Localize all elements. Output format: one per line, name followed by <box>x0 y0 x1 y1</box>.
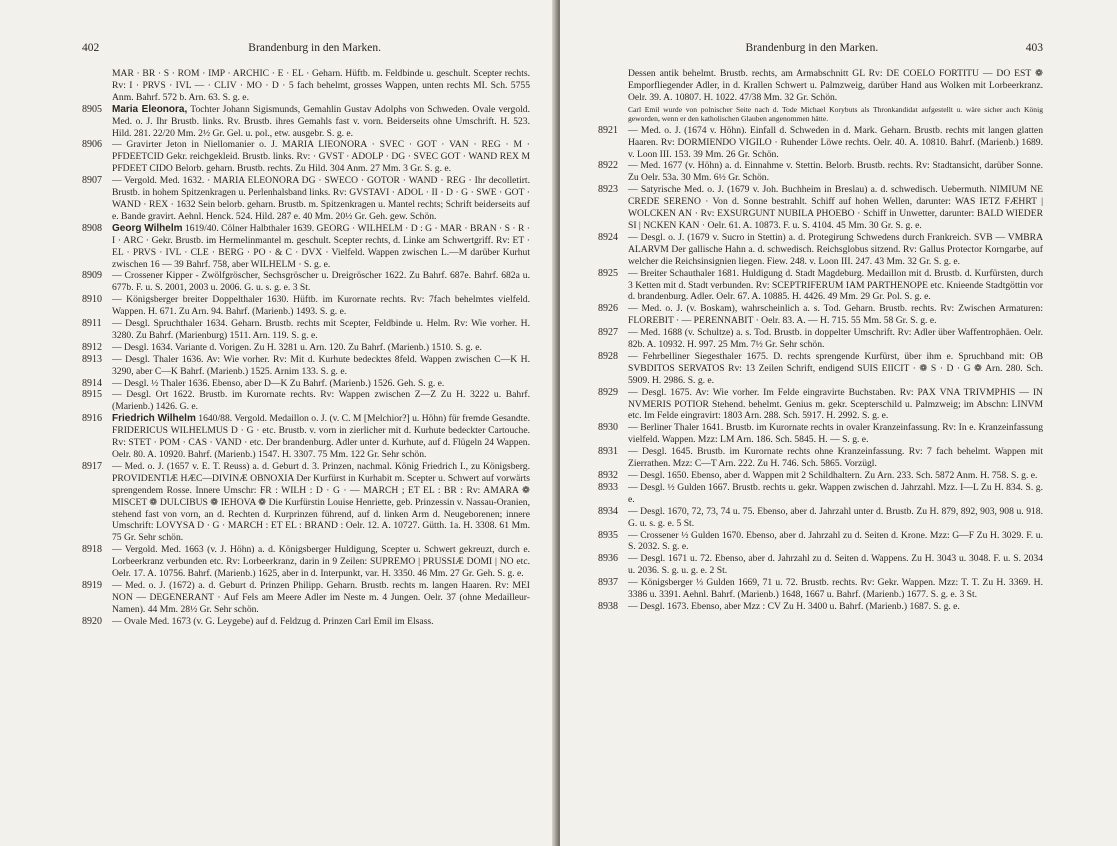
entry-text: — Vergold. Med. 1663 (v. J. Höhn) a. d. Königsberger Huldigung, Scepter u. Schwert gekreuzt, durch e. Lorbeerkranz verbunden etc. Rv: Lorbeerkranz, darin in 9 Zeilen: SUPREMO | PRUSSIÆ DOMI | NO etc. Oelr. 17. A. 10756. Bahrf. (Marienb.) 1625, aber in d. Interpunkt, var. H. 3350. 46 Mm. 27 Gr. Geh. S. g. e. <box>112 544 530 580</box>
entry-description <box>112 68 530 104</box>
entry-text: — Breiter Schauthaler 1681. Huldigung d. Stadt Magdeburg. Medaillon mit d. Brustb. d. Kurfürsten, durch 3 Ketten mit d. Stadt verbunden. Rv: SCEPTRIFERUM IAM PARTHENOPE etc. Knieende Stadtgöttin vor d. brandenburg. Adler. Oelr. 67. A. 10885. H. 4426. 49 Mm. 29 Gr. Pol. S. g. e. <box>628 267 1043 303</box>
entry-number: 8906 <box>82 139 102 151</box>
ruler-name: Friedrich Wilhelm <box>112 413 196 425</box>
catalogue-entry <box>82 354 530 378</box>
entry-number: 8913 <box>82 353 102 365</box>
entry-number: 8931 <box>598 446 618 458</box>
left-running-title: Brandenburg in den Marken. <box>248 42 381 54</box>
entry-number: 8920 <box>82 615 102 627</box>
catalogue-entry <box>598 68 1043 104</box>
entry-description <box>112 104 530 140</box>
entry-number: 8910 <box>82 294 102 306</box>
entry-description <box>628 577 1043 601</box>
entry-number: 8907 <box>82 175 102 187</box>
entry-text: — Desgl. ½ Thaler 1636. Ebenso, aber D—K Zu Bahrf. (Marienb.) 1526. Geh. S. g. e. <box>112 377 445 389</box>
entry-number: 8915 <box>82 389 102 401</box>
entry-number: 8922 <box>598 160 618 172</box>
entry-number: 8937 <box>598 577 618 589</box>
entry-description <box>628 232 1043 268</box>
catalogue-entry <box>82 104 530 140</box>
entry-description <box>628 553 1043 577</box>
catalogue-entry <box>82 580 530 616</box>
catalogue-entry <box>598 351 1043 387</box>
entry-text: — Gravirter Jeton in Niellomanier o. J. MARIA LIEONORA · SVEC · GOT · VAN · REG · M · PFDEETCID Gekr. reichgekleid. Brustb. links. Rv: · GVST · ADOLP · DG · SVEC GOT · WAND REX M PFDEET CIDO Belorb. geharn. Brustb. rechts. Zu Hild. 304 Anm. 27 Mm. 3 Gr. S. g. e. <box>112 139 530 175</box>
entry-text: — Desgl. Spruchthaler 1634. Geharn. Brustb. rechts mit Scepter, Feldbinde u. Helm. Rv: Wie vorher. H. 3280. Zu Bahrf. (Marienburg) 1511. Arn. 119. S. g. e. <box>112 318 530 341</box>
entry-text: — Desgl. 1634. Variante d. Vorigen. Zu H. 3281 u. Arn. 120. Zu Bahrf. (Marienb.) 1510. S. g. e. <box>112 341 482 353</box>
catalogue-entry <box>82 175 530 223</box>
entry-text: — Vergold. Med. 1632. · MARIA ELEONORA DG · SWECO · GOTOR · WAND · REG · Ihr decolletirt. Brustb. in hohem Spitzenkragen u. Perlenhalsband links. Rv: GVSTAVI · ADOL · II · D · G · SWE · GOT · WAND · REX · 1632 Sein belorb. geharn. Brustb. m. Spitzenkragen u. Mantel rechts; Schrift beiderseits auf e. Bande gravirt. Aehnl. Henck. 524. Hild. 287 e. 40 Mm. 20½ Gr. Geh. gew. Schön. <box>112 175 530 222</box>
catalogue-entry <box>598 160 1043 184</box>
entry-description <box>112 378 530 390</box>
entry-number: 8926 <box>598 303 618 315</box>
entry-text: — Königsberger ⅓ Gulden 1669, 71 u. 72. Brustb. rechts. Rv: Gekr. Wappen. Mzz: T. T. Zu H. 3369. H. 3386 u. 3391. Aehnl. Bahrf. (Marienb.) 1648, 1667 u. Bahrf. (Marienb.) 1677. S. g. e. 3 St. <box>628 577 1043 601</box>
entry-description <box>628 327 1043 351</box>
entry-description <box>628 160 1043 184</box>
entry-description <box>628 506 1043 530</box>
catalogue-entry <box>82 139 530 175</box>
catalogue-entry <box>82 270 530 294</box>
catalogue-entry <box>82 318 530 342</box>
catalogue-entry <box>598 470 1043 482</box>
entry-description <box>112 223 530 271</box>
left-page-header <box>82 42 530 68</box>
entry-text: — Med. o. J. (v. Boskam), wahrscheinlich a. s. Tod. Geharn. Brustb. rechts. Rv: Zwischen Armaturen: FLOREBIT · — PERENNABIT · Oelr. 83. A. — H. 715. 55 Mm. 58 Gr. S. g. e. <box>628 303 1043 327</box>
entry-description <box>628 303 1043 327</box>
entry-number: 8912 <box>82 341 102 353</box>
entry-number: 8934 <box>598 505 618 517</box>
entry-text: — Ovale Med. 1673 (v. G. Leygebe) auf d. Feldzug d. Prinzen Carl Emil im Elsass. <box>112 615 434 627</box>
catalogue-entry <box>598 184 1043 232</box>
catalogue-entry <box>598 422 1043 446</box>
entry-number: 8927 <box>598 327 618 339</box>
entry-description <box>628 601 1043 613</box>
catalogue-entry <box>82 461 530 544</box>
catalogue-entry <box>598 125 1043 161</box>
entry-description <box>628 68 1043 104</box>
catalogue-entry <box>82 378 530 390</box>
right-page-number: 403 <box>1025 42 1043 54</box>
entry-number: 8925 <box>598 267 618 279</box>
catalogue-entry <box>598 601 1043 613</box>
entry-text: — Desgl. 1671 u. 72. Ebenso, aber d. Jahrzahl zu d. Seiten d. Wappens. Zu H. 3043 u. 3048. F. u. S. 2034 u. 2036. S. g. u. g. e. 2 St. <box>628 553 1043 577</box>
entry-text: Tochter Johann Sigismunds, Gemahlin Gustav Adolphs von Schweden. Ovale vergold. Med. o. J. Ihr Brustb. links. Rv. Brustb. ihres Gemahls fast v. vorn. Beiderseits ohne Umschrift. H. 523. Hild. 281. 22/20 Mm. 2½ Gr. Gel. u. pol., etw. ausgebr. S. g. e. <box>112 103 531 139</box>
catalogue-entry <box>598 268 1043 304</box>
entry-number: 8914 <box>82 377 102 389</box>
right-entry-list <box>598 68 1043 613</box>
entry-text: — Berliner Thaler 1641. Brustb. im Kurornate rechts in ovaler Kranzeinfassung. Rv: In e. Kranzeinfassung vielfeld. Wappen. Mzz: LM Arn. 186. Sch. 5845. H. — S. g. e. <box>628 422 1043 446</box>
entry-description <box>112 389 530 413</box>
entry-description <box>628 530 1043 554</box>
entry-description <box>112 139 530 175</box>
ruler-name: Maria Eleonora, <box>112 103 188 115</box>
entry-number <box>82 68 112 104</box>
entry-number <box>598 68 628 104</box>
entry-text: — Crossener Kipper - Zwölfgröscher, Sechsgröscher u. Dreigröscher 1622. Zu Bahrf. 687e. Bahrf. 682a u. 677b. F. u. S. 2001, 2003 u. 2006. G. u. s. g. e. 3 St. <box>112 270 530 294</box>
entry-number: 8932 <box>598 470 618 481</box>
entry-number: 8916 <box>82 413 102 425</box>
entry-description <box>112 354 530 378</box>
entry-description <box>112 461 530 544</box>
entry-description <box>628 387 1043 423</box>
entry-text: — Desgl. 1650. Ebenso, aber d. Wappen mit 2 Schildhaltern. Zu Arn. 233. Sch. 5872 Anm. H. 758. S. g. e. <box>628 470 1038 481</box>
entry-text: — Med. 1688 (v. Schultze) a. s. Tod. Brustb. in doppelter Umschrift. Rv: Adler über Waffentrophäen. Oelr. 82b. A. 10932. H. 997. 25 Mm. 7½ Gr. Sehr schön. <box>628 327 1043 351</box>
entry-description <box>112 342 530 354</box>
entry-text: — Fehrbelliner Siegesthaler 1675. D. rechts sprengende Kurfürst, über ihm e. Spruchband mit: OB SVBDITOS SERVATOS Rv: 13 Zeilen Schrift, endigend SUIS EIICIT · ❁ S · D · G ❁ Arn. 280. Sch. 5909. H. 2986. S. g. e. <box>628 350 1043 386</box>
entry-text: — Desgl. 1670, 72, 73, 74 u. 75. Ebenso, aber d. Jahrzahl unter d. Brustb. Zu H. 879, 892, 903, 908 u. 918. G. u. s. g. e. 5 St. <box>628 505 1043 529</box>
entry-number: 8930 <box>598 422 618 434</box>
catalogue-entry <box>598 506 1043 530</box>
catalogue-entry <box>82 389 530 413</box>
entry-description <box>112 294 530 318</box>
entry-text: — Desgl. Ort 1622. Brustb. im Kurornate rechts. Rv: Wappen zwischen Z—Z Zu H. 3222 u. Bahrf. (Marienb.) 1426. G. e. <box>112 389 530 413</box>
catalogue-entry <box>82 413 530 461</box>
entry-description <box>628 125 1043 161</box>
entry-text: — Crossener ½ Gulden 1670. Ebenso, aber d. Jahrzahl zu d. Seiten d. Krone. Mzz: G—F Zu H. 3029. F. u. S. 2032. S. g. e. <box>628 529 1043 553</box>
entry-description <box>628 446 1043 470</box>
entry-description <box>112 580 530 616</box>
left-page-number: 402 <box>82 42 100 54</box>
entry-text: — Desgl. o. J. (1679 v. Sucro in Stettin) a. d. Protegirung Schwedens durch Frankreich. SVB — VMBRA ALARVM Der gallische Hahn a. d. schwedisch. Reichsglobus sitzend. Rv: Gallus Protector Korngarbe, auf welcher die Reichsinsignien liegen. Fiew. 248. v. Loon III. 247. 43 Mm. 32 Gr. S. g. e. <box>628 231 1043 267</box>
entry-number: 8909 <box>82 270 102 282</box>
catalogue-entry <box>82 544 530 580</box>
entry-text: — Desgl. Thaler 1636. Av: Wie vorher. Rv: Mit d. Kurhute bedecktes 8feld. Wappen zwischen C—K H. 3290, aber C—K Bahrf. (Marienb.) 1525. Arnim 133. S. g. e. <box>112 353 530 377</box>
entry-description <box>628 470 1043 482</box>
entry-number: 8929 <box>598 386 618 398</box>
catalogue-entry <box>82 68 530 104</box>
entry-number: 8919 <box>82 579 102 591</box>
entry-description <box>628 268 1043 304</box>
entry-text: 1619/40. Cölner Halbthaler 1639. GEORG · WILHELM · D : G · MAR · BRAN · S · R · I · ARC · Gekr. Brustb. im Hermelinmantel m. geschult. Scepter rechts, d. Linke am Schwertgriff. Rv: ET · EL · PRVS · IVL · CLE · BERG · PO · & C · DVX · Vielfeld. Wappen zwischen L.—M darüber Kurhut zwischen 16 — 39 Bahrf. 758, aber WILHELM · S. g. e. <box>112 222 530 270</box>
entry-text: — Desgl. ½ Gulden 1667. Brustb. rechts u. gekr. Wappen zwischen d. Jahrzahl. Mzz. I—L Zu H. 834. S. g. e. <box>628 481 1043 505</box>
entry-text: — Desgl. 1673. Ebenso, aber Mzz : CV Zu H. 3400 u. Bahrf. (Marienb.) 1687. S. g. e. <box>628 600 960 612</box>
catalogue-entry <box>598 553 1043 577</box>
entry-description <box>112 175 530 223</box>
entry-text: — Desgl. 1675. Av: Wie vorher. Im Felde eingravirte Buchstaben. Rv: PAX VNA TRIVMPHIS — IN NVMERIS POTIOR Stehend. behelmt. Genius m. gekr. Scepterschild u. Palmzweig; im Abschn: LINVM etc. Im Felde eingravirt: 1803 Arn. 288. Sch. 5917. H. 2992. S. g. e. <box>628 386 1043 422</box>
entry-text: Dessen antik behelmt. Brustb. rechts, am Armabschnitt GL Rv: DE COELO FORTITU — DO EST ❁ Emporfliegender Adler, in d. Krallen Schwert u. Palmzweig, darüber Hand aus Wolken mit Lorbeerkranz. Oelr. 39. A. 10807. H. 1022. 47/38 Mm. 32 Gr. Schön. <box>628 68 1043 103</box>
entry-description <box>112 413 530 461</box>
entry-text: — Med. 1677 (v. Höhn) a. d. Einnahme v. Stettin. Belorb. Brustb. rechts. Rv: Stadtansicht, darüber Sonne. Zu Oelr. 53a. 30 Mm. 6½ Gr. Schön. <box>628 160 1043 184</box>
entry-description <box>628 351 1043 387</box>
right-running-title: Brandenburg in den Marken. <box>745 42 879 54</box>
entry-number: 8938 <box>598 600 618 612</box>
entry-text: — Med. o. J. (1672) a. d. Geburt d. Prinzen Philipp. Geharn. Brustb. rechts m. langen Haaren. Rv: MEI NON — DEGENERANT · Auf Fels am Meere Adler im Neste m. 4 Jungen. Oelr. 37 (ohne Medailleur-Namen). 44 Mm. 28½ Gr. Sehr schön. <box>112 579 530 615</box>
catalogue-entry <box>598 232 1043 268</box>
ruler-name: Georg Wilhelm <box>112 222 183 234</box>
footnote: Carl Emil wurde von polnischer Seite nach d. Tode Michael Korybuts als Thronkandidat aufgestellt u. wäre sicher auch König geworden, wenn er den katholischen Glauben angenommen hätte. <box>628 104 1043 123</box>
entry-text: — Königsberger breiter Doppelthaler 1630. Hüftb. im Kurornate rechts. Rv: 7fach behelmtes vielfeld. Wappen. H. 671. Zu Arn. 94. Bahrf. (Marienb.) 1493. S. g. e. <box>112 294 530 318</box>
entry-description <box>112 616 530 628</box>
entry-number: 8935 <box>598 529 618 541</box>
right-page-header <box>598 42 1043 68</box>
entry-text: — Med. o. J. (1674 v. Höhn). Einfall d. Schweden in d. Mark. Geharn. Brustb. rechts mit langen glatten Haaren. Rv: DORMIENDO VIGILO · Ruhender Löwe rechts. Oelr. 40. A. 10810. Bahrf. (Marienb.) 1689. v. Loon III. 153. 39 Mm. 26 Gr. Schön. <box>628 124 1043 160</box>
entry-number: 8908 <box>82 222 102 234</box>
entry-number: 8917 <box>82 460 102 472</box>
entry-description <box>112 544 530 580</box>
entry-description <box>628 482 1043 506</box>
entry-number: 8936 <box>598 553 618 565</box>
catalogue-entry <box>82 294 530 318</box>
entry-number: 8924 <box>598 231 618 243</box>
entry-number: 8928 <box>598 350 618 362</box>
left-page <box>0 0 556 846</box>
catalogue-entry <box>598 387 1043 423</box>
right-page <box>560 0 1117 846</box>
entry-text: 1640/88. Vergold. Medaillon o. J. (v. C. M [Melchior?] u. Höhn) für fremde Gesandte. FRIDERICUS WILHELMUS D · G · etc. Brustb. v. vorn in zierlicher mit d. Kurhute bedeckter Cartouche. Rv: STET · POM · CAS · VAND · etc. Der brandenburg. Adler unter d. Kurhute, auf d. Flügeln 24 Wappen. Oelr. 80. A. 10920. Bahrf. (Marienb.) 1547. H. 3307. 75 Mm. 122 Gr. Sehr schön. <box>112 413 530 460</box>
entry-number: 8923 <box>598 184 618 196</box>
catalogue-entry <box>82 223 530 271</box>
entry-text: MAR · BR · S · ROM · IMP · ARCHIC · E · EL · Geharn. Hüftb. m. Feldbinde u. geschult. Scepter rechts. Rv: I · PRVS · IVL — · CLIV · MO · D · 5 fach behelmt, grosses Wappen, unten rechts MI. Sch. 5755 Anm. Bahrf. 572 b. Arn. 63. S. g. e. <box>112 68 530 103</box>
catalogue-entry <box>598 530 1043 554</box>
entry-description <box>628 184 1043 232</box>
catalogue-entry <box>598 327 1043 351</box>
entry-number: 8911 <box>82 318 102 330</box>
entry-text: — Satyrische Med. o. J. (1679 v. Joh. Buchheim in Breslau) a. d. schwedisch. Uebermuth. NIMIUM NE CREDE SERENO · Von d. Sonne bestrahlt. Schiff auf hohen Wellen, darunter: WAS IETZ FÆHRT | WOLCKEN AN · Rv: EXSURGUNT NUBILA PHOEBO · Schiff in Unwetter, darunter: BALD WIEDER SI | NCKEN KAN · Oelr. 61. A. 10873. F. u. S. 4104. 45 Mm. 30 Gr. S. g. e. <box>628 184 1043 231</box>
catalogue-entry <box>82 616 530 628</box>
entry-number: 8905 <box>82 103 102 115</box>
entry-text: — Med. o. J. (1657 v. E. T. Reuss) a. d. Geburt d. 3. Prinzen, nachmal. König Friedrich I., zu Königsberg. PROVIDENTIÆ HÆC—DIVINÆ OBNOXIA Der Kurfürst in Kurhabit m. Scepter u. Schwert auf vorwärts sprengendem Rosse. Innere Umschr: FR : WILH : D · G · — MARCH ; ET EL : BR : Rv: AMARA ❁ MISCET ❁ DULCIBUS ❁ IEHOVA ❁ Die Kurfürstin Louise Henriette, geb. Prinzessin v. Nassau-Oranien, stehend fast von vorn, an d. Rechten d. Kurprinzen führend, auf d. linken Arm d. Neugeborenen; innere Umschrift: LOVYSA D · G · MARCH : ET EL : BRAND : Oelr. 12. A. 10727. Gütth. 1a. H. 3308. 61 Mm. 75 Gr. Sehr schön. <box>112 460 530 544</box>
catalogue-entry <box>598 446 1043 470</box>
entry-text: — Desgl. 1645. Brustb. im Kurornate rechts ohne Kranzeinfassung. Rv: 7 fach behelmt. Wappen mit Zierrathen. Mzz: C—T Arn. 222. Zu H. 746. Sch. 5865. Vorzügl. <box>628 446 1043 470</box>
catalogue-entry <box>82 342 530 354</box>
entry-description <box>112 270 530 294</box>
entry-description <box>628 422 1043 446</box>
entry-description <box>112 318 530 342</box>
entry-number: 8918 <box>82 544 102 556</box>
catalogue-entry <box>598 482 1043 506</box>
entry-number: 8933 <box>598 481 618 493</box>
catalogue-entry <box>598 303 1043 327</box>
catalogue-entry <box>598 577 1043 601</box>
entry-number: 8921 <box>598 124 618 136</box>
left-entry-list <box>82 68 530 628</box>
